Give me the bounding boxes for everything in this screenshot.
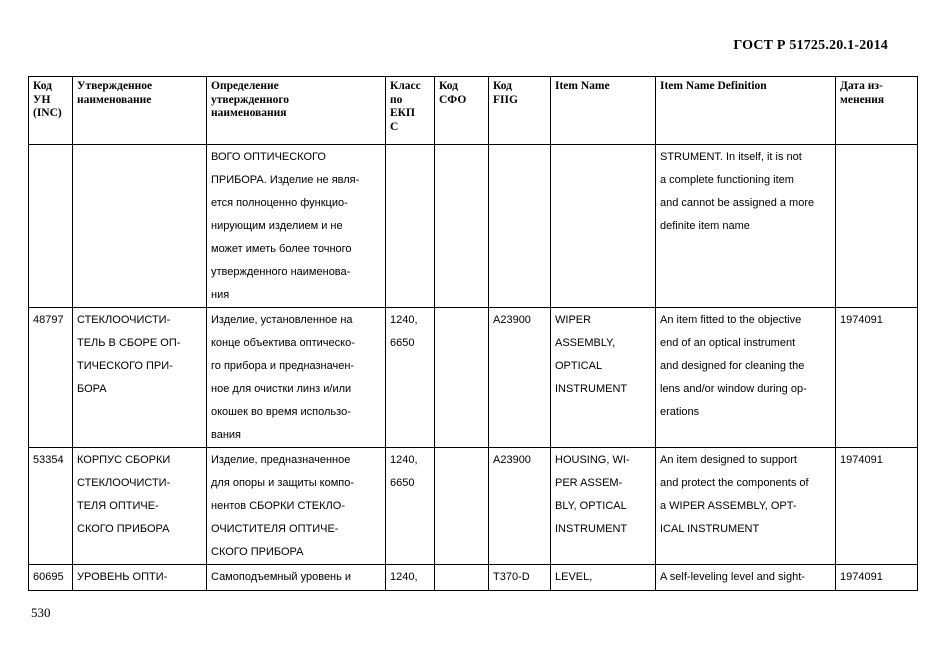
- cell-date: [836, 145, 918, 308]
- cell-line: утвержденного: [211, 93, 290, 106]
- cell-item-definition: [656, 565, 836, 591]
- cell-line: СКОГО ПРИБОРА: [211, 546, 304, 558]
- cell-line: ПРИБОРА. Изделие не явля-: [211, 174, 360, 186]
- cell-line: ТЕЛЬ В СБОРЕ ОП-: [77, 337, 181, 349]
- cell-line: Код: [33, 80, 53, 92]
- cell-line: ния: [211, 289, 230, 301]
- cell-line: конце объектива оптическо-: [211, 337, 355, 349]
- cell-definition: [207, 308, 386, 448]
- cell-sfo: [435, 565, 489, 591]
- cell-line: and protect the components of: [660, 477, 809, 489]
- cell-item-definition: [656, 448, 836, 565]
- cell-line: INSTRUMENT: [555, 523, 628, 535]
- page-number: 530: [31, 605, 51, 620]
- cell-line: A23900: [493, 454, 531, 466]
- cell-line: ASSEMBLY,: [555, 337, 616, 349]
- cell-line: наименования: [211, 107, 287, 119]
- col-header-class: [386, 77, 435, 145]
- cell-date: [836, 565, 918, 591]
- cell-line: менения: [840, 93, 885, 106]
- cell-date: [836, 448, 918, 565]
- cell-line: Код: [493, 80, 513, 92]
- cell-line: УРОВЕНЬ ОПТИ-: [77, 571, 168, 583]
- cell-item-name: [551, 145, 656, 308]
- cell-line: СФО: [439, 93, 467, 106]
- table-row: [29, 308, 918, 448]
- cell-line: СКОГО ПРИБОРА: [77, 523, 170, 535]
- cell-line: 1240,: [390, 454, 418, 466]
- cell-line: нирующим изделием и не: [211, 220, 343, 232]
- table-row: [29, 145, 918, 308]
- cell-inc: [29, 448, 73, 565]
- cell-line: для опоры и защиты компо-: [211, 477, 355, 489]
- cell-name: [73, 565, 207, 591]
- cell-line: ное для очистки линз и/или: [211, 383, 352, 395]
- cell-line: нентов СБОРКИ СТЕКЛО-: [211, 500, 345, 512]
- cell-line: Item Name Definition: [660, 80, 767, 92]
- cell-line: T370-D: [493, 571, 530, 583]
- cell-line: го прибора и предназначен-: [211, 360, 355, 372]
- cell-line: может иметь более точного: [211, 243, 352, 255]
- cell-sfo: [435, 145, 489, 308]
- cell-line: definite item name: [660, 220, 750, 232]
- cell-sfo: [435, 308, 489, 448]
- cell-fiig: [489, 145, 551, 308]
- cell-line: Дата из-: [840, 80, 883, 92]
- cell-line: СТЕКЛООЧИСТИ-: [77, 314, 171, 326]
- cell-line: LEVEL,: [555, 571, 593, 583]
- cell-line: a complete functioning item: [660, 174, 794, 186]
- cell-line: ется полноценно функцио-: [211, 197, 348, 209]
- cell-line: An item designed to support: [660, 454, 797, 466]
- cell-line: Утвержденное: [77, 80, 153, 92]
- cell-line: наименование: [77, 93, 152, 106]
- cell-item-definition: [656, 308, 836, 448]
- cell-line: 1974091: [840, 571, 883, 583]
- cell-line: (INC): [33, 107, 62, 119]
- cell-inc: [29, 565, 73, 591]
- col-header-item-definition: [656, 77, 836, 145]
- cell-item-name: [551, 448, 656, 565]
- cell-line: STRUMENT. In itself, it is not: [660, 151, 802, 163]
- cell-line: 6650: [390, 337, 415, 349]
- cell-line: Код: [439, 80, 459, 92]
- cell-item-name: [551, 565, 656, 591]
- table-row: [29, 448, 918, 565]
- cell-line: INSTRUMENT: [555, 383, 628, 395]
- cell-line: 6650: [390, 477, 415, 489]
- cell-line: 53354: [33, 454, 64, 466]
- cell-fiig: [489, 565, 551, 591]
- cell-line: 1974091: [840, 454, 883, 466]
- cell-line: ОЧИСТИТЕЛЯ ОПТИЧЕ-: [211, 523, 339, 535]
- cell-inc: [29, 308, 73, 448]
- cell-sfo: [435, 448, 489, 565]
- col-header-definition: [207, 77, 386, 145]
- cell-line: HOUSING, WI-: [555, 454, 630, 466]
- cell-class: [386, 308, 435, 448]
- cell-line: ЕКП: [390, 107, 415, 119]
- cell-line: lens and/or window during op-: [660, 383, 807, 395]
- col-header-date: [836, 77, 918, 145]
- cell-class: [386, 448, 435, 565]
- cell-line: WIPER: [555, 314, 592, 326]
- cell-line: ICAL INSTRUMENT: [660, 523, 760, 535]
- cell-line: 1240,: [390, 571, 418, 583]
- cell-line: Самоподъемный уровень и: [211, 571, 352, 583]
- cell-line: окошек во время использо-: [211, 406, 351, 418]
- cell-line: по: [390, 93, 403, 106]
- cell-definition: [207, 565, 386, 591]
- cell-name: [73, 145, 207, 308]
- cell-fiig: [489, 308, 551, 448]
- cell-name: [73, 308, 207, 448]
- cell-line: БОРА: [77, 383, 107, 395]
- cell-line: 48797: [33, 314, 64, 326]
- cell-definition: [207, 448, 386, 565]
- cell-line: PER ASSEM-: [555, 477, 623, 489]
- cell-line: ВОГО ОПТИЧЕСКОГО: [211, 151, 326, 163]
- cell-line: and designed for cleaning the: [660, 360, 805, 372]
- cell-item-definition: [656, 145, 836, 308]
- cell-class: [386, 565, 435, 591]
- cell-line: ТЕЛЯ ОПТИЧЕ-: [77, 500, 159, 512]
- cell-line: 60695: [33, 571, 64, 583]
- cell-inc: [29, 145, 73, 308]
- cell-line: Определение: [211, 80, 279, 92]
- col-header-inc: [29, 77, 73, 145]
- cell-date: [836, 308, 918, 448]
- cell-line: Изделие, предназначенное: [211, 454, 351, 466]
- cell-line: A self-leveling level and sight-: [660, 571, 805, 583]
- cell-line: and cannot be assigned a more: [660, 197, 815, 209]
- cell-line: Класс: [390, 80, 421, 92]
- cell-line: УН: [33, 93, 51, 106]
- cell-item-name: [551, 308, 656, 448]
- cell-line: FIIG: [493, 93, 518, 106]
- cell-line: ТИЧЕСКОГО ПРИ-: [77, 360, 173, 372]
- cell-line: С: [390, 120, 399, 133]
- cell-name: [73, 448, 207, 565]
- cell-definition: [207, 145, 386, 308]
- col-header-sfo: [435, 77, 489, 145]
- table-row: [29, 565, 918, 591]
- cell-line: erations: [660, 406, 700, 418]
- cell-line: Item Name: [555, 80, 610, 92]
- col-header-name: [73, 77, 207, 145]
- table-header-row: [29, 77, 918, 145]
- document-title: ГОСТ Р 51725.20.1-2014: [733, 38, 888, 53]
- cell-line: end of an optical instrument: [660, 337, 796, 349]
- cell-line: An item fitted to the objective: [660, 314, 802, 326]
- cell-fiig: [489, 448, 551, 565]
- cell-line: OPTICAL: [555, 360, 603, 372]
- col-header-fiig: [489, 77, 551, 145]
- cell-line: 1974091: [840, 314, 883, 326]
- cell-line: КОРПУС СБОРКИ: [77, 454, 171, 466]
- cell-line: 1240,: [390, 314, 418, 326]
- col-header-item-name: [551, 77, 656, 145]
- cell-line: вания: [211, 429, 242, 441]
- cell-line: A23900: [493, 314, 531, 326]
- cell-line: BLY, OPTICAL: [555, 500, 627, 512]
- cell-line: a WIPER ASSEMBLY, OPT-: [660, 500, 797, 512]
- cell-line: Изделие, установленное на: [211, 314, 353, 326]
- cell-class: [386, 145, 435, 308]
- data-table: [28, 76, 918, 591]
- cell-line: утвержденного наименова-: [211, 266, 351, 278]
- cell-line: СТЕКЛООЧИСТИ-: [77, 477, 171, 489]
